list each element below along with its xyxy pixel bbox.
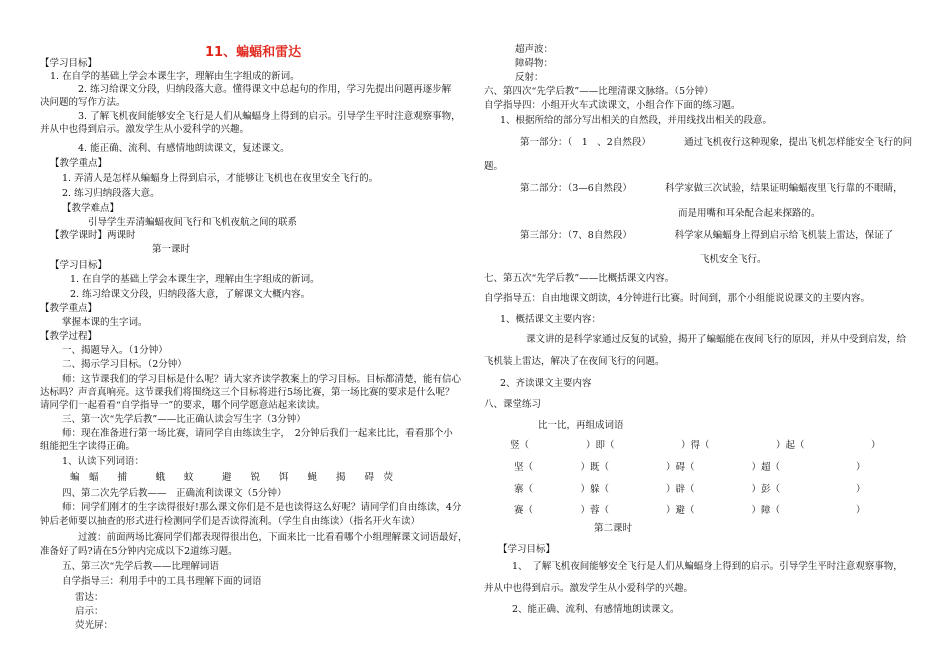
right-text-line: 障碍物：: [515, 58, 554, 69]
right-text-line: 第二课时: [594, 523, 633, 534]
left-text-line: 2. 练习给课文分段，归纳段落大意。懂得课文中总起句的作用，学习先提出问题再逐步解: [78, 84, 452, 95]
right-text-line: 并从中也得到启示。激发学生从小爱科学的兴趣。: [484, 583, 694, 594]
left-text-line: 并从中也得到启示。激发学生从小爱科学的兴趣。: [40, 124, 250, 135]
left-text-line: 三、第一次“先学后教”——比正确认读会写生字（3分钟）: [62, 414, 306, 425]
left-text-line: 1. 在自学的基础上学会本课生字，理解由生字组成的新词。: [70, 274, 320, 285]
left-text-line: 荧光屏：: [75, 620, 114, 631]
left-text-line: 钟后老师要以抽查的形式进行检测同学们是否读得流利。（学生自由练读）（指名开火车读）: [40, 516, 421, 527]
right-text-line: 飞机安全飞行。: [700, 254, 767, 265]
left-text-line: 【教学难点】: [62, 203, 120, 214]
left-text-line: 一、揭题导入。（1分钟）: [62, 345, 168, 356]
right-text-line: 课文讲的是科学家通过反复的试验，揭开了蝙蝠能在夜间飞行的原因，并从中受到启发，给: [526, 334, 907, 345]
left-text-line: 启示：: [75, 606, 104, 617]
left-text-line: 师：现在准备进行第一场比赛，请同学自由练读生字， 2分钟后我们一起来比比，看看那个小: [62, 428, 453, 439]
left-text-line: 组能把生字读得正确。: [40, 441, 136, 452]
left-text-line: 2. 练习给课文分段，归纳段落大意，了解课文大概内容。: [70, 289, 311, 300]
right-text-line: 1、根据所给的部分写出相关的自然段，并用线找出相关的段意。: [500, 115, 773, 126]
right-text-line: 自学指导五：自由地课文朗读，4分钟进行比赛。时间到，那个小组能说说课文的主要内容。: [484, 293, 871, 304]
right-text-line: 第一部分：（ 1 、2自然段） 通过飞机夜行这种现象，提出飞机怎样能安全飞行的问: [520, 137, 913, 148]
left-text-line: 请同学们一起看看“自学指导一”的要求，哪个同学愿意站起来读读。: [40, 400, 326, 411]
right-text-line: 六、第四次“先学后教”——比理清课文脉络。（5分钟）: [484, 86, 714, 97]
left-text-line: 第一课时: [152, 244, 191, 255]
left-text-line: 【教学过程】: [40, 331, 98, 342]
left-text-line: 蝙 蝠 捕 蛾 蚊 避 锐 饵 蝇 揭 碍 荧: [70, 472, 394, 483]
right-text-line: 第二部分：（3—6自然段） 科学家做三次试验，结果证明蝙蝠夜里飞行靠的不眼睛，: [520, 183, 903, 194]
left-text-line: 【学习目标】: [50, 260, 108, 271]
right-text-line: 题。: [484, 161, 504, 172]
left-text-line: 【学习目标】: [40, 58, 98, 69]
left-text-line: 引导学生弄清蝙蝠夜间飞行和飞机夜航之间的联系: [88, 217, 298, 228]
left-text-line: 2. 练习归纳段落大意。: [62, 188, 160, 199]
left-text-line: 师：同学们刚才的生字读得很好!那么课文你们是不是也读得这么好呢？请同学们自由练读，4分: [62, 502, 462, 513]
right-text-line: 超声波：: [515, 44, 554, 55]
left-text-line: 二、揭示学习目标。（2分钟）: [62, 359, 187, 370]
right-text-line: 1、概括课文主要内容：: [500, 314, 602, 325]
right-text-line: 八、课堂练习: [484, 399, 542, 410]
right-text-line: 坚（ ）既（ ）碍（ ）超（ ）: [514, 462, 866, 473]
left-text-line: 1. 弄清人是怎样从蝙蝠身上得到启示，才能够让飞机也在夜里安全飞行的。: [62, 173, 379, 184]
left-text-line: 【教学课时】两课时: [50, 230, 136, 241]
left-text-line: 达标吗？声音真响亮。这节课我们将围绕这三个目标将进行5场比赛，第一场比赛的要求是什么呢？: [40, 387, 455, 398]
right-text-line: 2、齐读课文主要内容: [500, 378, 592, 389]
left-text-line: 1. 在自学的基础上学会本课生字，理解由生字组成的新词。: [50, 71, 300, 82]
right-text-line: 而是用嘴和耳朵配合起来探路的。: [678, 208, 821, 219]
right-text-line: 比一比，再组成词语: [538, 420, 624, 431]
right-text-line: 飞机装上雷达，解决了在夜间飞行的问题。: [484, 356, 665, 367]
right-text-line: 赛（ ）蓉（ ）避（ ）障（ ）: [514, 505, 866, 516]
left-text-line: 【教学重点】: [40, 303, 98, 314]
lesson-title: 11、蝙蝠和雷达: [205, 45, 302, 60]
right-text-line: 第三部分：（7、8自然段） 科学家从蝙蝠身上得到启示给飞机装上雷达，保证了: [520, 230, 894, 241]
right-text-line: 反射：: [515, 72, 544, 83]
left-text-line: 雷达：: [75, 592, 104, 603]
right-text-line: 【学习目标】: [498, 544, 556, 555]
right-text-line: 竖（ ）即（ ）得（ ）起（ ）: [510, 440, 881, 451]
left-text-line: 【教学重点】: [50, 158, 108, 169]
left-text-line: 掌握本课的生字词。: [62, 317, 148, 328]
left-text-line: 1、认读下列词语：: [62, 456, 145, 467]
left-text-line: 决问题的写作方法。: [40, 97, 126, 108]
left-text-line: 四、第二次先学后教—— 正确流利读课文（5分钟）: [62, 488, 287, 499]
left-text-line: 过渡：前面两场比赛同学们都表现得很出色，下面来比一比看看哪个小组理解课文词语最好，: [78, 532, 468, 543]
right-text-line: 2、能正确、流利、有感情地朗读课文。: [512, 604, 680, 615]
left-text-line: 4. 能正确、流利、有感情地朗读课文，复述课文。: [78, 143, 290, 154]
left-text-line: 3. 了解飞机夜间能够安全飞行是人们从蝙蝠身上得到的启示。引导学生平时注意观察事物，: [78, 111, 461, 122]
left-text-line: 五、第三次“先学后教——比理解词语: [62, 561, 219, 572]
right-text-line: 寨（ ）躲（ ）辟（ ）彭（ ）: [514, 484, 866, 495]
left-text-line: 准备好了吗?请在5分钟内完成以下2道练习题。: [40, 546, 238, 557]
right-text-line: 1、 了解飞机夜间能够安全飞行是人们从蝙蝠身上得到的启示。引导学生平时注意观察事物，: [512, 561, 903, 572]
right-text-line: 自学指导四：小组开火车式读课文，小组合作下面的练习题。: [484, 100, 741, 111]
left-text-line: 师：这节课我们的学习目标是什么呢？请大家齐读学教案上的学习目标。目标都清楚，能有信心: [62, 374, 462, 385]
left-text-line: 自学指导三：利用手中的工具书理解下面的词语: [62, 576, 262, 587]
right-text-line: 七、第五次“先学后教”——比概括课文内容。: [484, 273, 675, 284]
